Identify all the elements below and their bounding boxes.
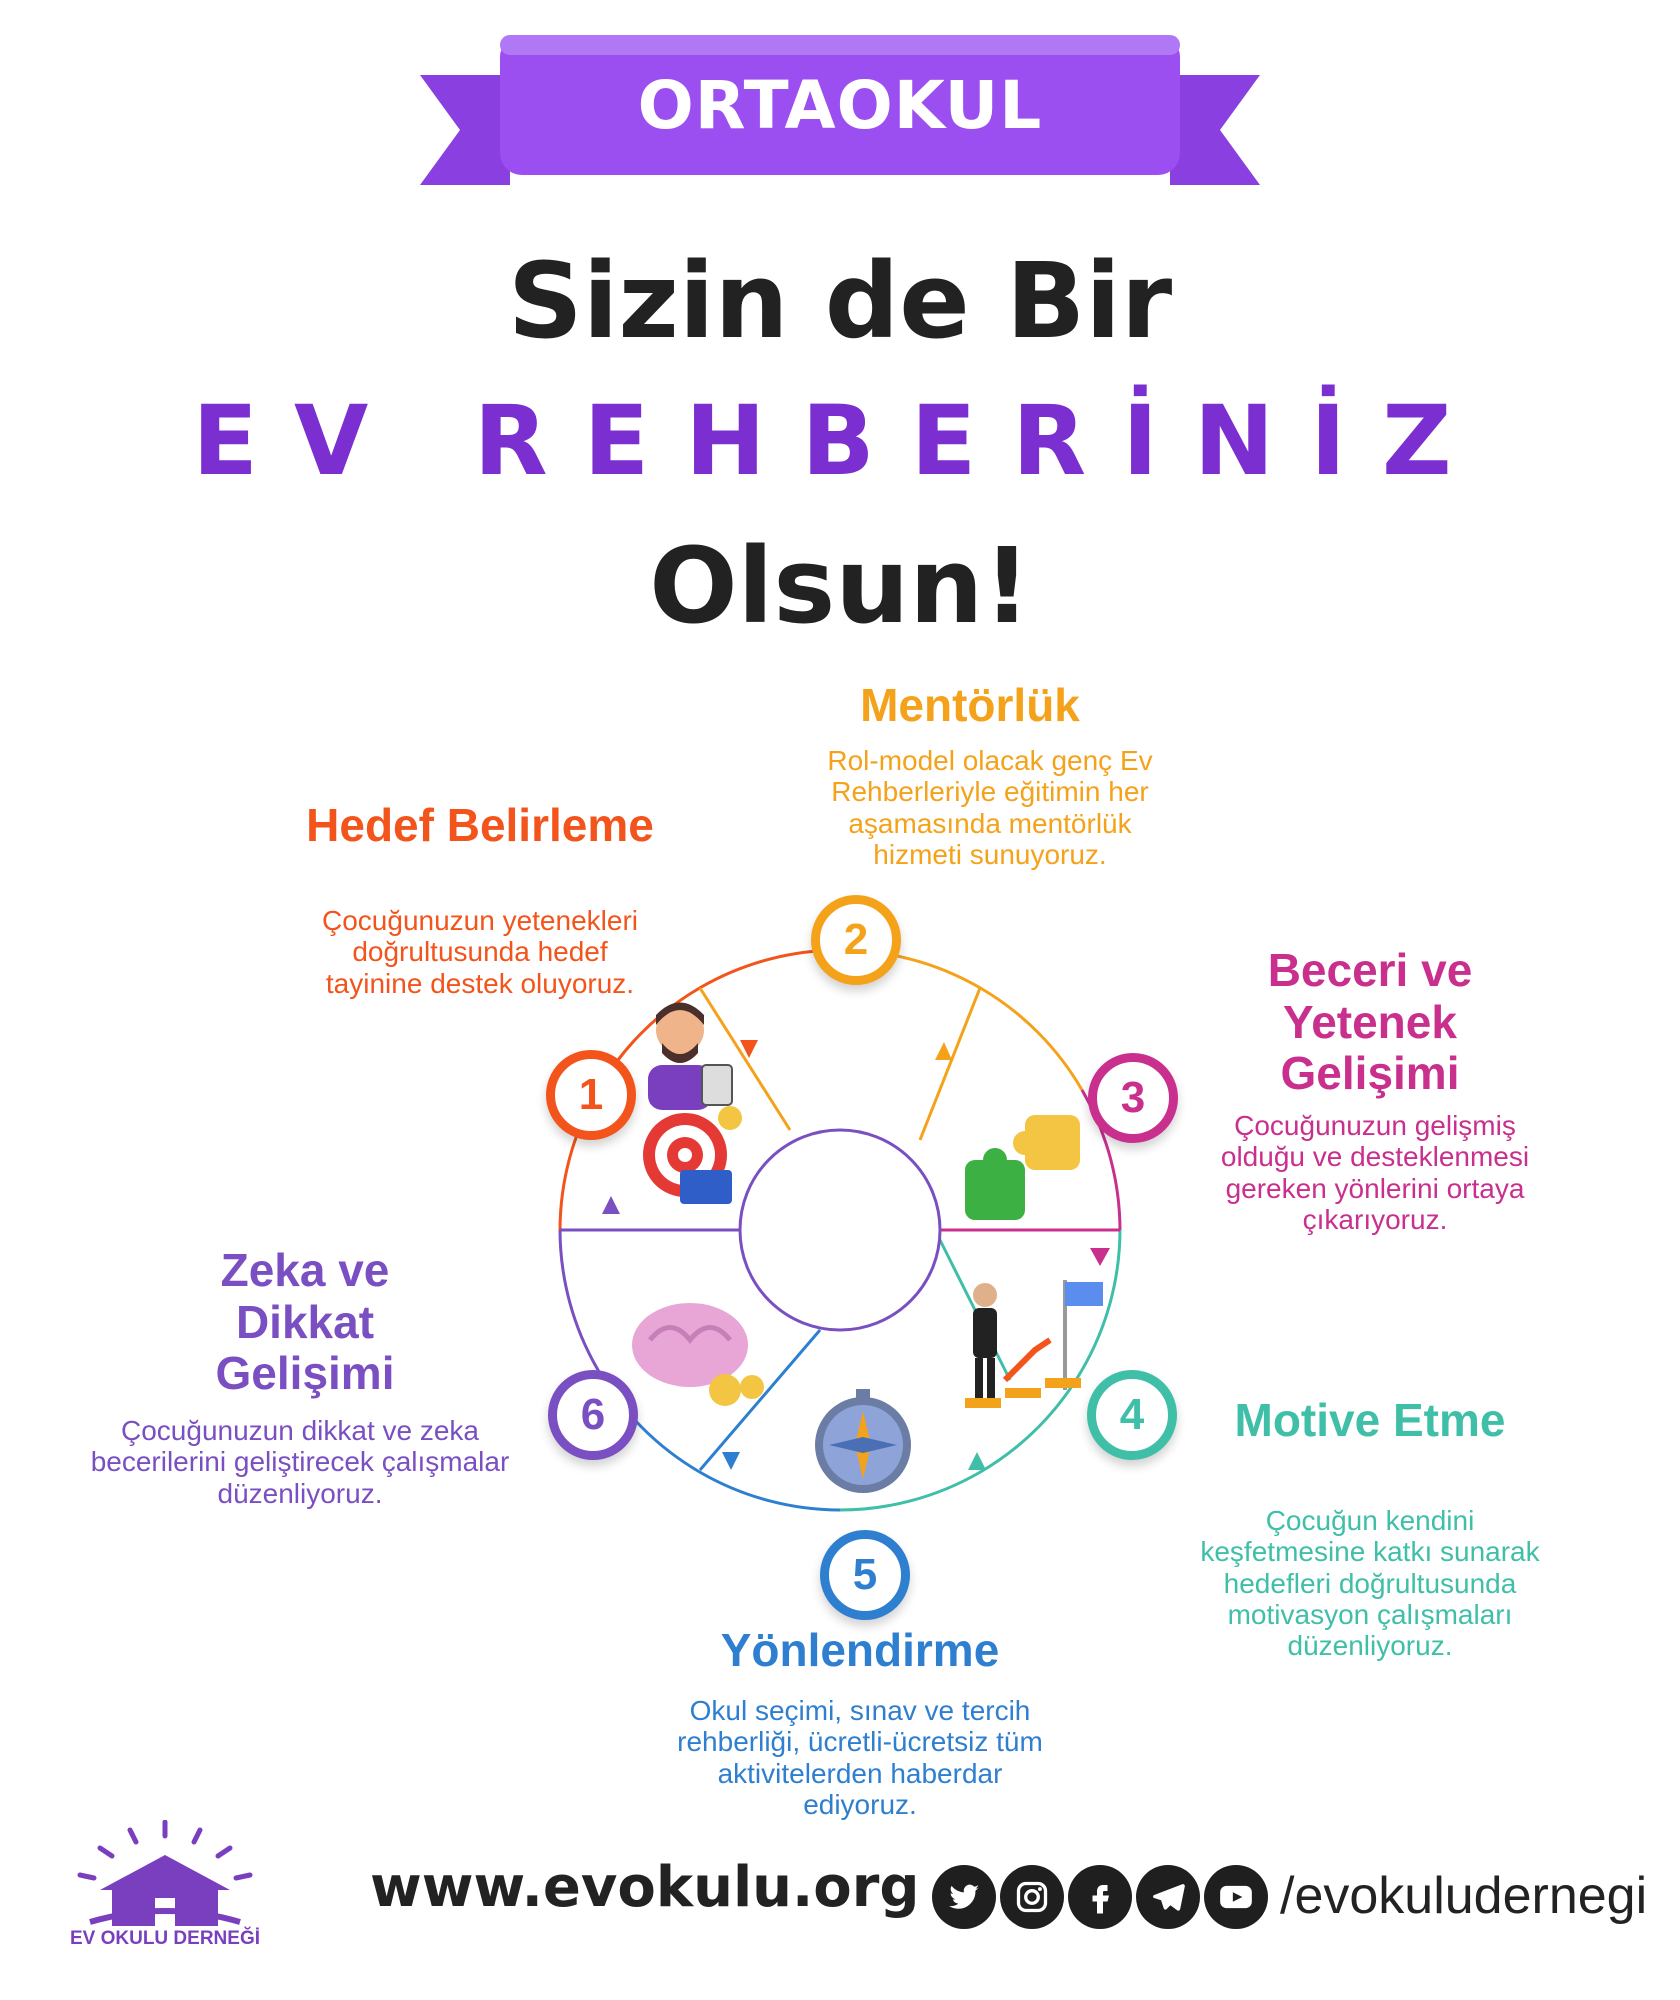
section-5-title: Yönlendirme xyxy=(720,1624,1000,1676)
section-1-title: Hedef Belirleme xyxy=(306,799,654,851)
step-number-2-label: 2 xyxy=(843,915,869,964)
social-handle[interactable]: /evokuludernegi xyxy=(1280,1867,1648,1925)
section-2-body: Rol-model olacak genç Ev Rehberleriyle eğitimin her aşamasında mentörlük hizmeti sunuyoruz. xyxy=(827,745,1153,871)
ribbon-banner xyxy=(420,35,1260,185)
step-number-4 xyxy=(1087,1370,1177,1460)
success-icon xyxy=(955,1270,1105,1420)
section-6-title: Zeka ve Dikkat Gelişimi xyxy=(215,1244,395,1400)
section-5-body: Okul seçimi, sınav ve tercih rehberliği, ücretli-ücretsiz tüm aktivitelerden haberdar ediyoruz. xyxy=(677,1695,1043,1821)
target-icon xyxy=(630,1100,750,1210)
logo-house-icon xyxy=(60,1820,270,1930)
step-number-1 xyxy=(546,1050,636,1140)
step-number-1-label: 1 xyxy=(578,1070,604,1119)
section-2-title: Mentörlük xyxy=(860,679,1080,731)
compass-icon xyxy=(808,1385,918,1495)
step-number-5 xyxy=(820,1530,910,1620)
youtube-icon[interactable] xyxy=(1204,1865,1268,1929)
title-line-2: EV REHBERİNİZ xyxy=(192,385,1488,497)
step-number-3 xyxy=(1088,1053,1178,1143)
logo-text: EV OKULU DERNEĞİ xyxy=(69,1928,261,1949)
section-1-body: Çocuğunuzun yetenekleri doğrultusunda hedef tayinine destek oluyoruz. xyxy=(322,905,638,999)
website-link[interactable]: www.evokulu.org xyxy=(370,1855,920,1920)
twitter-icon[interactable] xyxy=(932,1865,996,1929)
title-line-3: Olsun! xyxy=(649,525,1031,647)
instagram-icon[interactable] xyxy=(1000,1865,1064,1929)
step-number-6 xyxy=(548,1370,638,1460)
step-number-2 xyxy=(811,895,901,985)
step-number-4-label: 4 xyxy=(1119,1390,1145,1439)
section-4-title: Motive Etme xyxy=(1234,1394,1506,1446)
facebook-icon[interactable] xyxy=(1068,1865,1132,1929)
step-number-3-label: 3 xyxy=(1120,1073,1146,1122)
footer-logo xyxy=(60,1820,270,1950)
section-6-body: Çocuğunuzun dikkat ve zeka becerilerini geliştirecek çalışmalar düzenliyoruz. xyxy=(90,1415,510,1509)
section-3-title: Beceri ve Yetenek Gelişimi xyxy=(1267,944,1473,1100)
puzzle-icon xyxy=(955,1105,1095,1245)
step-number-6-label: 6 xyxy=(580,1390,606,1439)
mentor-icon xyxy=(640,995,740,1115)
step-number-5-label: 5 xyxy=(852,1550,878,1599)
section-3-body: Çocuğunuzun gelişmiş olduğu ve desteklenmesi gereken yönlerini ortaya çıkarıyoruz. xyxy=(1220,1110,1530,1236)
title-line-1: Sizin de Bir xyxy=(507,240,1173,362)
brain-icon xyxy=(630,1295,770,1415)
ribbon-label: ORTAOKUL xyxy=(637,67,1043,144)
telegram-icon[interactable] xyxy=(1136,1865,1200,1929)
section-4-body: Çocuğun kendini keşfetmesine katkı sunarak hedefleri doğrultusunda motivasyon çalışmaları düzenliyoruz. xyxy=(1200,1505,1540,1662)
